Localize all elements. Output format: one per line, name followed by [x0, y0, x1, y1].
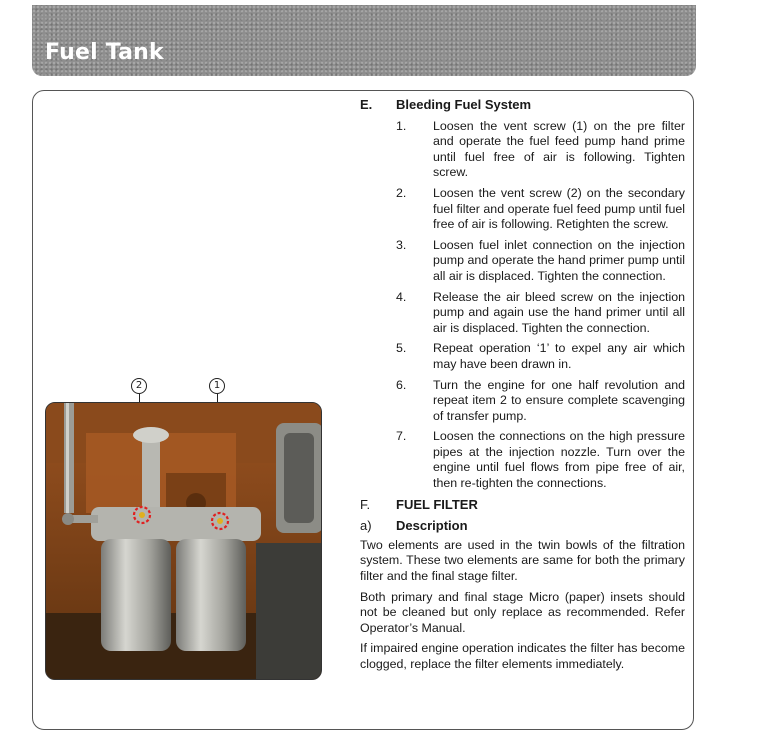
- step-number: 3.: [396, 237, 407, 252]
- step-item: [360, 238, 685, 285]
- fuel-filter-illustration: [46, 403, 322, 680]
- paragraph: Two elements are used in the twin bowls of the filtration system. These two elements are same for both the primary filter and the final stage filter.: [360, 537, 685, 584]
- step-text: Loosen fuel inlet connection on the injection pump and operate the hand primer pump until all air is displaced. Tighten the connection.: [433, 237, 685, 283]
- section-f-heading: [360, 497, 685, 513]
- subsection-a-letter: a): [360, 518, 372, 534]
- section-e-letter: E.: [360, 97, 373, 112]
- paragraph: If impaired engine operation indicates the filter has become clogged, replace the filter elements immediately.: [360, 641, 685, 671]
- step-item: [360, 290, 685, 337]
- callout-1: 1: [209, 378, 225, 394]
- step-text: Release the air bleed screw on the injection pump and again use the hand primer until all air is displaced. Tighten the connection.: [433, 289, 685, 335]
- step-item: [360, 378, 685, 425]
- step-number: 2.: [396, 185, 407, 200]
- step-item: [360, 186, 685, 233]
- section-e-heading: [360, 97, 685, 113]
- step-number: 5.: [396, 341, 407, 356]
- step-text: Loosen the vent screw (2) on the secondary fuel filter and operate fuel feed pump until fuel free of air is following. Retighten the screw.: [433, 185, 685, 232]
- paragraph: Both primary and final stage Micro (paper) insets should not be cleaned but only replace as recommended. Refer Operator’s Manual.: [360, 589, 685, 635]
- bleeding-steps: [360, 119, 685, 492]
- step-number: 6.: [396, 377, 407, 392]
- text-column: [360, 97, 685, 678]
- subsection-a-heading: [360, 518, 685, 534]
- step-text: Loosen the vent screw (1) on the pre filter and operate the fuel feed pump hand prime until fuel free of air is following. Tighten screw.: [433, 118, 685, 180]
- section-e-title: Bleeding Fuel System: [396, 97, 532, 112]
- step-number: 7.: [396, 429, 407, 444]
- step-number: 4.: [396, 289, 407, 304]
- callout-2: 2: [131, 378, 147, 394]
- step-item: [360, 119, 685, 181]
- subsection-a-title: Description: [396, 518, 468, 534]
- page-title: Fuel Tank: [45, 40, 164, 65]
- step-item: [360, 429, 685, 491]
- fuel-filter-photo: [45, 402, 322, 680]
- step-text: Turn the engine for one half revolution and repeat item 2 to ensure complete scavenging of transfer pump.: [433, 377, 685, 423]
- step-text: Repeat operation ‘1’ to expel any air which may have been drawn in.: [433, 341, 685, 371]
- step-text: Loosen the connections on the high pressure pipes at the injection nozzle. Turn over the engine until fuel flows from pipe free of air, then re-tighten the connections.: [433, 429, 685, 491]
- section-f-title: FUEL FILTER: [396, 496, 478, 512]
- section-f-letter: F.: [360, 496, 371, 512]
- step-item: [360, 341, 685, 372]
- step-number: 1.: [396, 118, 407, 133]
